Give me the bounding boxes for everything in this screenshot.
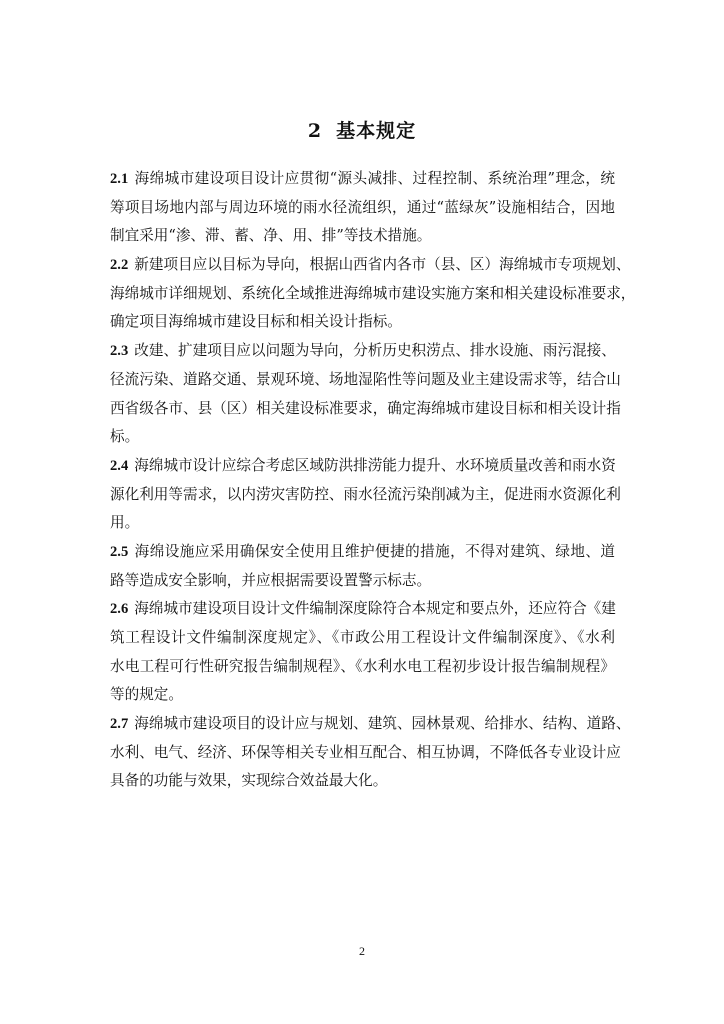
clause-number: 2.1 (110, 171, 129, 187)
clause-2-7 (110, 710, 631, 796)
line-text: 确定项目海绵城市建设目标和相关设计指标。 (110, 313, 402, 331)
text-line (110, 395, 621, 424)
line-text: 海绵城市建设项目的设计应与规划、建筑、园林景观、给排水、结构、道路、 (134, 715, 631, 733)
clause-number: 2.3 (110, 343, 129, 360)
line-text: 水电工程可行性研究报告编制规程》、《水利水电工程初步设计报告编制规程》 (110, 657, 615, 675)
line-text: 海绵设施应采用确保安全使用且维护便捷的措施，不得对建筑、绿地、道 (134, 542, 615, 560)
section-number: 2 (307, 120, 323, 142)
line-text: 海绵城市建设项目设计应贯彻“源头减排、过程控制、系统治理”理念，统 (134, 170, 615, 187)
clause-2-5 (110, 538, 615, 595)
text-line (110, 624, 615, 653)
line-text: 西省级各市、县（区）相关建设标准要求，确定海绵城市建设目标和相关设计指 (110, 399, 621, 417)
text-line (110, 452, 615, 481)
text-line (110, 538, 615, 567)
clause-number: 2.6 (110, 601, 129, 618)
text-line (110, 251, 631, 280)
clause-number: 2.7 (110, 716, 129, 733)
line-text: 径流污染、道路交通、景观环境、场地湿陷性等问题及业主建设需求等，结合山 (110, 370, 621, 388)
text-line (110, 280, 636, 309)
text-line (110, 567, 615, 596)
text-line (110, 710, 631, 739)
clause-number: 2.4 (110, 457, 129, 474)
text-line (110, 337, 615, 366)
text-line (110, 509, 615, 538)
line-text: 筑工程设计文件编制深度规定》、《市政公用工程设计文件编制深度》、《水利 (110, 629, 615, 646)
line-text: 水利、电气、经济、环保等相关专业相互配合、相互协调，不降低各专业设计应 (110, 743, 621, 761)
line-text: 海绵城市建设项目设计文件编制深度除符合本规定和要点外，还应符合《建 (134, 600, 616, 618)
text-line (110, 767, 615, 796)
line-text: 源化利用等需求，以内涝灾害防控、雨水径流污染削减为主，促进雨水资源化利 (110, 485, 621, 503)
document-body (110, 165, 636, 796)
clause-number: 2.5 (110, 543, 129, 560)
line-text: 制宜采用“渗、滞、蓄、净、用、排”等技术措施。 (110, 227, 432, 245)
line-text: 具备的功能与效果，实现综合效益最大化。 (110, 772, 388, 790)
line-text: 标。 (110, 428, 140, 446)
clause-2-1 (110, 165, 615, 251)
text-line (110, 308, 615, 337)
line-text: 改建、扩建项目应以问题为导向，分析历史积涝点、排水设施、雨污混接、 (134, 342, 616, 360)
section-heading (0, 116, 724, 143)
clause-2-6 (110, 595, 615, 710)
text-line (110, 595, 615, 624)
clause-2-3 (110, 337, 621, 452)
clause-2-4 (110, 452, 621, 538)
line-text: 用。 (110, 514, 140, 532)
line-text: 路等造成安全影响，并应根据需要设置警示标志。 (110, 571, 432, 589)
clause-number: 2.2 (110, 257, 129, 274)
line-text: 海绵城市详细规划、系统化全域推进海绵城市建设实施方案和相关建设标准要求， (110, 284, 636, 302)
section-title: 基本规定 (336, 120, 417, 142)
text-line (110, 653, 615, 682)
line-text: 等的规定。 (110, 686, 183, 704)
text-line (110, 481, 621, 510)
text-line (110, 165, 615, 194)
text-line (110, 739, 621, 768)
line-text: 海绵城市设计应综合考虑区域防洪排涝能力提升、水环境质量改善和雨水资 (134, 456, 616, 474)
text-line (110, 194, 615, 223)
line-text: 新建项目应以目标为导向，根据山西省内各市（县、区）海绵城市专项规划、 (134, 256, 631, 274)
text-line (110, 222, 615, 251)
text-line (110, 366, 621, 395)
text-line (110, 681, 615, 710)
line-text: 筹项目场地内部与周边环境的雨水径流组织，通过“蓝绿灰”设施相结合，因地 (110, 198, 615, 216)
clause-2-2 (110, 251, 636, 337)
page-number: 2 (359, 944, 365, 958)
text-line (110, 423, 615, 452)
